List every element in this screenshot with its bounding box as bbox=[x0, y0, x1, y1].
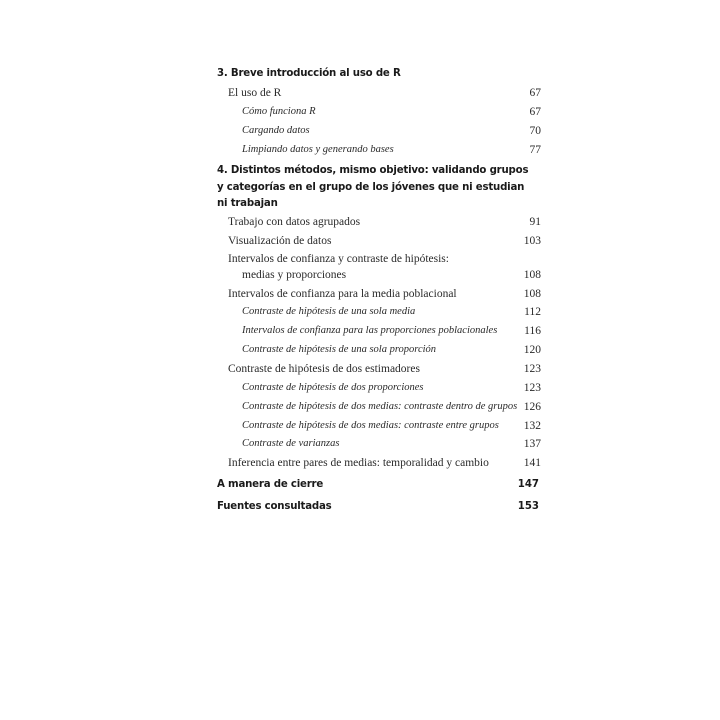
toc-entry-label: Contraste de hipótesis de dos medias: contraste entre grupos bbox=[242, 420, 499, 431]
toc-entry-page: 67 bbox=[529, 87, 541, 99]
toc-entry-label: Contraste de hipótesis de una sola proporción bbox=[242, 344, 437, 355]
toc-entry-page: 67 bbox=[529, 106, 541, 118]
toc-entry-label: Fuentes consultadas bbox=[217, 501, 332, 512]
toc-entry-page: 91 bbox=[529, 216, 541, 228]
toc-entry-page: 77 bbox=[529, 144, 541, 156]
toc-entry-label: Intervalos de confianza y contraste de hipótesis: bbox=[228, 253, 449, 265]
toc-entry-label: Contraste de hipótesis de una sola media bbox=[242, 306, 416, 317]
toc-entry-page: 70 bbox=[529, 125, 541, 137]
toc-entry-page: 123 bbox=[523, 363, 541, 375]
toc-entry-label: Cargando datos bbox=[242, 125, 310, 136]
toc-entry-page: 153 bbox=[517, 501, 539, 512]
toc-entry-label: Contraste de hipótesis de dos estimadores bbox=[228, 363, 420, 375]
toc-entry-label: Limpiando datos y generando bases bbox=[242, 144, 394, 155]
toc-entry-label: A manera de cierre bbox=[217, 479, 324, 490]
toc-entry-label: Cómo funciona R bbox=[242, 106, 316, 117]
toc-entry-label: Inferencia entre pares de medias: temporalidad y cambio bbox=[228, 457, 489, 469]
toc-entry-page: 120 bbox=[523, 344, 541, 356]
chapter-4-heading-line2: y categorías en el grupo de los jóvenes que ni estudian bbox=[217, 182, 525, 193]
toc-entry-label: Intervalos de confianza para la media poblacional bbox=[228, 288, 457, 300]
toc-entry-page: 103 bbox=[523, 235, 541, 247]
toc-entry-page: 123 bbox=[523, 382, 541, 394]
toc-entry-page: 116 bbox=[524, 325, 541, 337]
chapter-3-heading: 3. Breve introducción al uso de R bbox=[217, 68, 401, 79]
chapter-4-heading-line1: 4. Distintos métodos, mismo objetivo: validando grupos bbox=[217, 165, 529, 176]
toc-entry-label: Intervalos de confianza para las proporciones poblacionales bbox=[242, 325, 498, 336]
toc-entry-label: El uso de R bbox=[228, 87, 282, 99]
toc-entry-label: Contraste de varianzas bbox=[242, 438, 340, 449]
toc-entry-label: Contraste de hipótesis de dos proporciones bbox=[242, 382, 424, 393]
toc-entry-label: Visualización de datos bbox=[228, 235, 332, 247]
toc-entry-page: 147 bbox=[517, 479, 539, 490]
toc-entry-page: 126 bbox=[523, 401, 541, 413]
toc-entry-label: Contraste de hipótesis de dos medias: contraste dentro de grupos bbox=[242, 401, 518, 412]
toc-entry-page: 108 bbox=[523, 288, 541, 300]
toc-entry-page: 141 bbox=[523, 457, 541, 469]
toc-entry-label: Trabajo con datos agrupados bbox=[228, 216, 361, 228]
chapter-4-heading-line3: ni trabajan bbox=[217, 198, 278, 209]
toc-entry-page: 108 bbox=[523, 269, 541, 281]
toc-entry-page: 137 bbox=[523, 438, 541, 450]
toc-entry-page: 112 bbox=[524, 306, 541, 318]
toc-entry-label-continued: medias y proporciones bbox=[242, 269, 347, 281]
toc-entry-page: 132 bbox=[523, 420, 541, 432]
